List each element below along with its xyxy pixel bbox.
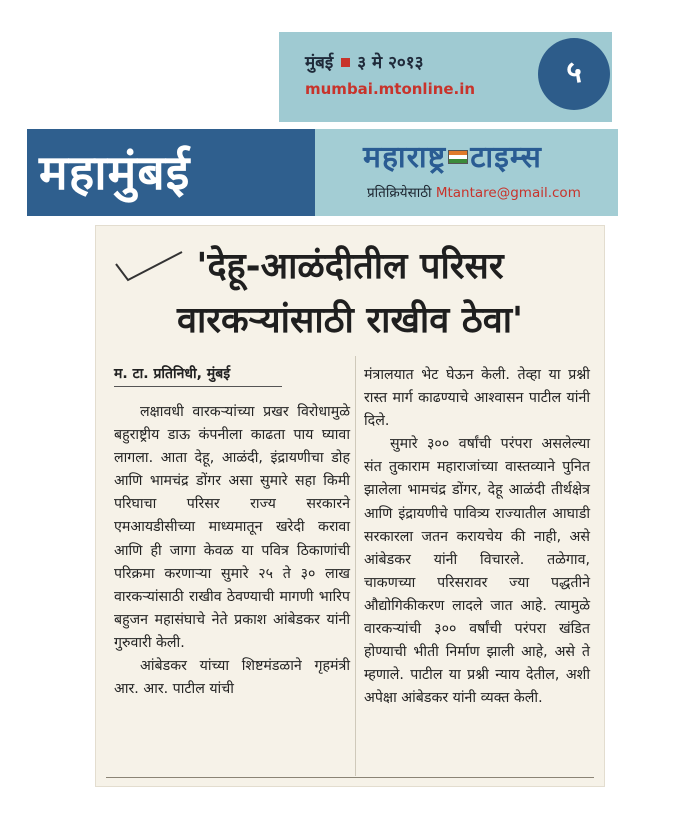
- paragraph: लक्षावधी वारकऱ्यांच्या प्रखर विरोधामुळे बहुराष्ट्रीय डाऊ कंपनीला काढता पाय घ्यावा लागला. आता देहू, आळंदी, इंद्रायणीचा डोह आणि भामचंद्र डोंगर असा सुमारे सहा किमी परिघाचा परिसर राज्य सरकारने एमआयडीसीच्या माध्यमातून खरेदी करावा आणि ही जागा केवळ या पवित्र ठिकाणांची परिक्रमा करणाऱ्या सुमारे २५ ते ३० लाख वारकऱ्यांसाठी राखीव ठेवण्याची मागणी भारिप बहुजन महासंघाचे नेते प्रकाश आंबेडकर यांनी गुरुवारी केली.: [114, 404, 350, 651]
- date-label: ३ मे २०१३: [357, 53, 424, 73]
- masthead: [315, 129, 618, 216]
- feedback-line: [367, 183, 581, 201]
- separator-dot-icon: [341, 58, 350, 67]
- dateline: [305, 50, 423, 73]
- byline-divider: [114, 386, 282, 387]
- bottom-divider: [106, 777, 594, 778]
- feedback-email-link[interactable]: Mtantare@gmail.com: [435, 185, 581, 201]
- column-divider: [355, 356, 356, 776]
- paragraph: मंत्रालयात भेट घेऊन केली. तेव्हा या प्रश्नी रास्त मार्ग काढण्याचे आश्वासन पाटील यांनी दिले.: [364, 367, 590, 430]
- page-number-badge: ५: [538, 38, 610, 110]
- feedback-label: प्रतिक्रियेसाठी: [367, 185, 432, 201]
- headline-line-1: 'देहू-आळंदीतील परिसर: [196, 246, 504, 287]
- headline-line-2: वारकऱ्यांसाठी राखीव ठेवा': [176, 300, 524, 341]
- city-label: मुंबई: [305, 53, 334, 73]
- article-clipping: [95, 225, 605, 787]
- newspaper-logo: [363, 135, 542, 176]
- article-headline: [96, 240, 604, 348]
- website-link[interactable]: mumbai.mtonline.in: [305, 80, 476, 98]
- section-title: महामुंबई: [39, 145, 191, 201]
- date-strip: [279, 32, 612, 122]
- logo-text-right: टाइम्स: [470, 140, 542, 175]
- logo-text-left: महाराष्ट्र: [363, 140, 447, 175]
- paragraph: सुमारे ३०० वर्षांची परंपरा असलेल्या संत तुकाराम महाराजांच्या वास्तव्याने पुनित झालेला भामचंद्र डोंगर, देहू आळंदी तीर्थक्षेत्र आणि इंद्रायणीचे पावित्र्य राज्यातील आघाडी सरकारला जतन करायचेय की नाही, असे आंबेडकर यांनी विचारले. तळेगाव, चाकणच्या परिसरावर ज्या पद्धतीने औद्योगिकीकरण लादले जात आहे. त्यामुळे वारकऱ्यांची ३०० वर्षांची परंपरा खंडित होण्याची भीती निर्माण झाली आहे, असे ते म्हणाले. पाटील या प्रश्नी न्याय देतील, अशी अपेक्षा आंबेडकर यांनी व्यक्त केली.: [364, 436, 590, 707]
- article-column-right: [364, 364, 590, 710]
- flag-icon: [448, 150, 468, 164]
- section-banner: [27, 129, 315, 216]
- paragraph: आंबेडकर यांच्या शिष्टमंडळाने गृहमंत्री आर. आर. पाटील यांची: [114, 658, 350, 698]
- byline: म. टा. प्रतिनिधी, मुंबई: [114, 366, 231, 382]
- article-column-left: [114, 401, 350, 701]
